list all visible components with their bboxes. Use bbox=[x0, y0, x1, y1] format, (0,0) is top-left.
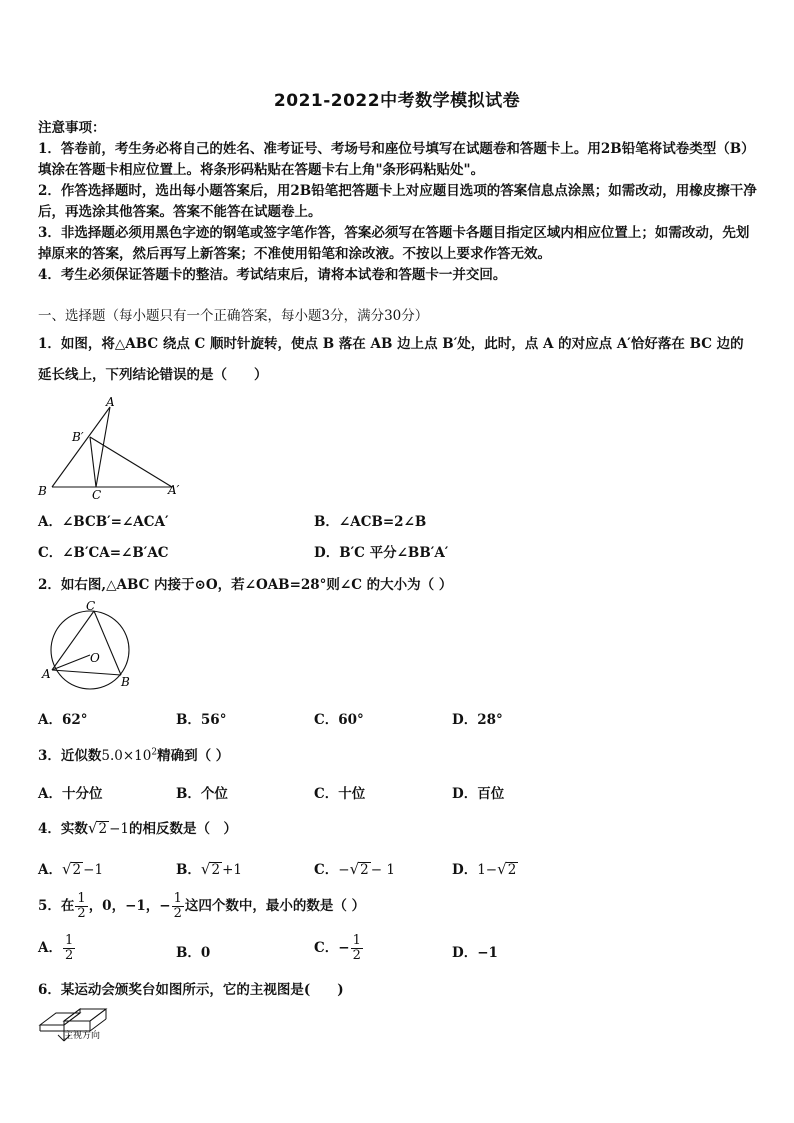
q4-option-a-radicand: 2 bbox=[72, 862, 82, 878]
q4-option-d-head: 1− bbox=[477, 862, 498, 878]
q5-fraction-2 bbox=[172, 892, 184, 921]
q5-fraction-2-den: 2 bbox=[173, 906, 182, 921]
q5-middle: ，0，−1，− bbox=[88, 898, 171, 914]
q2-label-a: A bbox=[42, 667, 51, 681]
q3-prefix: 3．近似数 bbox=[38, 748, 102, 764]
q1-line2: 延长线上，下列结论错误的是（ ） bbox=[38, 367, 268, 383]
q4-suffix: 的相反数是（ ） bbox=[128, 821, 237, 837]
q5-option-a bbox=[38, 934, 76, 963]
q4-expression: √2 −1 bbox=[87, 819, 129, 837]
q3-text bbox=[38, 744, 229, 764]
q3-base: 5.0×10 bbox=[101, 748, 152, 764]
notice-item: 4．考生必须保证答题卡的整洁。考试结束后，请将本试卷和答题卡一并交回。 bbox=[38, 267, 507, 283]
q5-option-c-fraction bbox=[351, 934, 363, 963]
q5-option-b: B．0 bbox=[176, 945, 211, 961]
q3-option-d: D．百位 bbox=[452, 786, 505, 802]
q3-number bbox=[101, 748, 157, 764]
q4-option-c-radicand: 2 bbox=[360, 862, 369, 878]
q2-label-o: O bbox=[90, 651, 100, 665]
q4-text bbox=[38, 817, 237, 837]
q4-option-d-label: D． bbox=[452, 862, 478, 878]
q4-option-b-tail: +1 bbox=[222, 862, 242, 878]
q4-option-b-label: B． bbox=[176, 862, 201, 878]
q5-option-d: D．−1 bbox=[452, 945, 498, 961]
q5-option-a-den: 2 bbox=[64, 948, 74, 963]
q2-label-c: C bbox=[86, 600, 96, 613]
q1-option-a: A．∠BCB′=∠ACA′ bbox=[38, 514, 169, 530]
q1-option-d: D．B′C 平分∠BB′A′ bbox=[314, 545, 449, 561]
q5-prefix: 5．在 bbox=[38, 898, 75, 914]
q5-fraction-den: 2 bbox=[77, 906, 86, 921]
notice-heading: 注意事项： bbox=[38, 120, 106, 136]
q6-text: 6．某运动会颁奖台如图所示，它的主视图是( ) bbox=[38, 982, 344, 998]
q4-option-d-radicand: 2 bbox=[507, 862, 517, 878]
q2-text: 2．如右图,△ABC 内接于⊙O，若∠OAB=28°则∠C 的大小为（ ） bbox=[38, 577, 453, 593]
q4-prefix: 4．实数 bbox=[38, 821, 88, 837]
q1-label-b1: B′ bbox=[72, 430, 84, 444]
section-heading: 一、选择题（每小题只有一个正确答案，每小题3分，满分30分） bbox=[38, 308, 429, 324]
q5-suffix: 这四个数中，最小的数是（ ） bbox=[184, 898, 366, 914]
q5-text bbox=[38, 892, 365, 921]
q3-option-b: B．个位 bbox=[176, 786, 228, 802]
q5-fraction-num: 1 bbox=[77, 891, 86, 906]
q4-option-c-head: − bbox=[338, 862, 350, 878]
q5-option-c-den: 2 bbox=[352, 948, 361, 963]
q4-option-a-label: A． bbox=[38, 862, 62, 878]
q4-option-d: D．1−√2 bbox=[452, 860, 517, 878]
q3-option-a: A．十分位 bbox=[38, 786, 103, 802]
q4-expr-tail: −1 bbox=[109, 821, 129, 837]
q5-option-c-num: 1 bbox=[352, 933, 361, 948]
q5-fraction-2-num: 1 bbox=[173, 891, 182, 906]
q2-option-b: B．56° bbox=[176, 712, 227, 728]
q6-fig-label: 主视方向 bbox=[64, 1031, 101, 1041]
q3-option-c: C．十位 bbox=[314, 786, 366, 802]
q1-line1: 1．如图，将△ABC 绕点 C 顺时针旋转，使点 B 落在 AB 边上点 B′处，此时，点 A 的对应点 A′恰好落在 BC 边的 bbox=[38, 336, 744, 352]
q6-figure bbox=[36, 1005, 156, 1045]
q4-option-c-tail: − 1 bbox=[370, 862, 395, 878]
q2-option-c: C．60° bbox=[314, 712, 364, 728]
notice-item: 1．答卷前，考生务必将自己的姓名、准考证号、考场号和座位号填写在试题卷和答题卡上。用2B铅笔将试卷类型（B）填涂在答题卡相应位置上。将条形码粘贴在答题卡右上角"条形码粘贴处"。 bbox=[38, 141, 755, 178]
q2-option-a: A．62° bbox=[38, 712, 88, 728]
q1-label-b: B bbox=[38, 484, 47, 498]
q5-option-a-fraction bbox=[63, 934, 75, 963]
q1-option-c: C．∠B′CA=∠B′AC bbox=[38, 545, 169, 561]
q5-option-c-label: C．− bbox=[314, 940, 350, 956]
q3-exponent: 2 bbox=[151, 747, 158, 758]
q5-option-a-label: A． bbox=[38, 940, 62, 956]
notice-item: 3．非选择题必须用黑色字迹的钢笔或签字笔作答，答案必须写在答题卡各题目指定区域内相应位置上；如需改动，先划掉原来的答案，然后再写上新答案；不准使用铅笔和涂改液。不按以上要求作答无效。 bbox=[38, 225, 750, 262]
q1-option-b: B．∠ACB=2∠B bbox=[314, 514, 427, 530]
q4-option-c: C．−√2 − 1 bbox=[314, 860, 395, 878]
notice-item: 2．作答选择题时，选出每小题答案后，用2B铅笔把答题卡上对应题目选项的答案信息点涂黑；如需改动，用橡皮擦干净后，再选涂其他答案。答案不能答在试题卷上。 bbox=[38, 183, 757, 220]
q5-option-c bbox=[314, 934, 364, 963]
q2-option-d: D．28° bbox=[452, 712, 503, 728]
q1-label-a: A bbox=[106, 395, 115, 409]
q5-option-a-num: 1 bbox=[64, 933, 74, 948]
q4-option-b-radicand: 2 bbox=[211, 862, 221, 878]
page-title: 2021-2022中考数学模拟试卷 bbox=[273, 91, 521, 111]
q4-option-c-label: C． bbox=[314, 862, 339, 878]
q4-option-a-tail: −1 bbox=[83, 862, 104, 878]
q2-figure bbox=[38, 600, 138, 692]
q1-label-c: C bbox=[92, 488, 102, 502]
q1-label-a1: A′ bbox=[168, 483, 180, 497]
q5-fraction bbox=[75, 892, 87, 921]
q1-figure bbox=[34, 395, 194, 503]
q2-label-b: B bbox=[121, 675, 130, 689]
q4-radicand: 2 bbox=[98, 821, 108, 837]
q4-option-a: A．√2 −1 bbox=[38, 860, 104, 878]
q4-option-b: B．√2 +1 bbox=[176, 860, 242, 878]
q3-suffix: 精确到（ ） bbox=[157, 748, 230, 764]
notice-block bbox=[38, 118, 760, 286]
